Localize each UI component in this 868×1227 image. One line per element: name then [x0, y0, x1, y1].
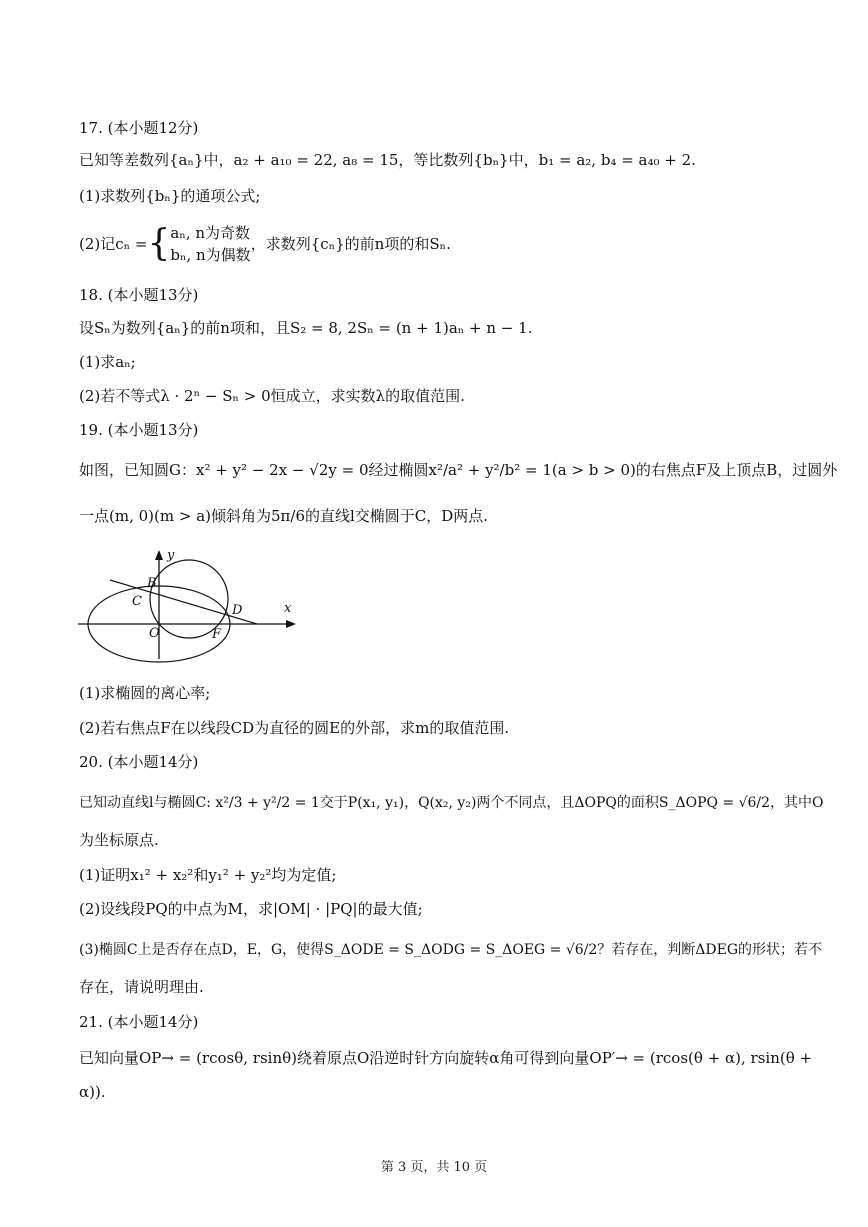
problem-21-stem-line-2: α)).: [79, 1083, 106, 1101]
part-2-prefix: (2)记cₙ =: [79, 235, 148, 253]
problem-17-part-1: (1)求数列{bₙ}的通项公式;: [79, 187, 261, 205]
problem-19-part-1: (1)求椭圆的离心率;: [79, 684, 211, 702]
label-o: O: [149, 626, 160, 641]
problem-19-stem-line-1: 如图，已知圆G：x² + y² − 2x − √2y = 0经过椭圆x²/a² + y²/b² = 1(a > b > 0)的右焦点F及上顶点B，过圆外: [79, 461, 838, 479]
problem-17-part-2: [79, 224, 451, 264]
part-2-suffix: ，求数列{cₙ}的前n项的和Sₙ.: [250, 235, 451, 253]
problem-18-part-2: (2)若不等式λ · 2ⁿ − Sₙ > 0恒成立，求实数λ的取值范围.: [79, 387, 465, 405]
label-x: x: [284, 601, 292, 616]
problem-19-stem-line-2: 一点(m, 0)(m > a)倾斜角为5π/6的直线l交椭圆于C，D两点.: [79, 507, 489, 525]
problem-19-header: 19. (本小题13分): [79, 421, 199, 439]
case-odd: aₙ, n为奇数: [170, 224, 251, 242]
label-d: D: [232, 603, 243, 618]
label-c: C: [132, 594, 142, 609]
problem-20-stem-line-1: 已知动直线l与椭圆C: x²/3 + y²/2 = 1交于P(x₁, y₁)，Q(x₂, y₂)两个不同点，且ΔOPQ的面积S_ΔOPQ = √6/2，其中O: [79, 795, 824, 811]
problem-20-part-1: (1)证明x₁² + x₂²和y₁² + y₂²均为定值;: [79, 866, 337, 884]
problem-21-header: 21. (本小题14分): [79, 1013, 199, 1031]
problem-19-part-2: (2)若右焦点F在以线段CD为直径的圆E的外部，求m的取值范围.: [79, 719, 510, 737]
case-even: bₙ, n为偶数: [170, 246, 251, 264]
label-f: F: [212, 627, 222, 642]
problem-17-header: 17. (本小题12分): [79, 119, 199, 137]
problem-20-part-3-line-2: 存在，请说明理由.: [79, 978, 204, 996]
problem-18-header: 18. (本小题13分): [79, 286, 199, 304]
problem-18-stem: 设Sₙ为数列{aₙ}的前n项和，且S₂ = 8, 2Sₙ = (n + 1)aₙ + n − 1.: [79, 319, 533, 337]
problem-21-stem-line-1: 已知向量OP→ = (rcosθ, rsinθ)绕着原点O沿逆时针方向旋转α角可得到向量OP′→ = (rcos(θ + α), rsin(θ +: [79, 1049, 813, 1067]
problem-17-stem: 已知等差数列{aₙ}中，a₂ + a₁₀ = 22, a₈ = 15，等比数列{bₙ}中，b₁ = a₂, b₄ = a₄₀ + 2.: [79, 151, 696, 169]
cases-brace: {: [147, 223, 171, 264]
problem-20-part-3-line-1: (3)椭圆C上是否存在点D，E，G，使得S_ΔODE = S_ΔODG = S_ΔOEG = √6/2？若存在，判断ΔDEG的形状；若不: [79, 942, 823, 958]
y-axis-arrow: [155, 550, 163, 560]
problem-20-stem-line-2: 为坐标原点.: [79, 831, 159, 849]
problem-20-part-2: (2)设线段PQ的中点为M，求|OM| · |PQ|的最大值;: [79, 900, 423, 918]
label-b: B: [147, 576, 157, 591]
ellipse-circle-figure: [75, 545, 305, 665]
x-axis-arrow: [286, 620, 296, 628]
page-footer: 第 3 页，共 10 页: [380, 1160, 488, 1175]
problem-18-part-1: (1)求aₙ;: [79, 353, 136, 371]
label-y: y: [167, 548, 175, 563]
problem-20-header: 20. (本小题14分): [79, 753, 199, 771]
piecewise-cases: [170, 222, 250, 266]
